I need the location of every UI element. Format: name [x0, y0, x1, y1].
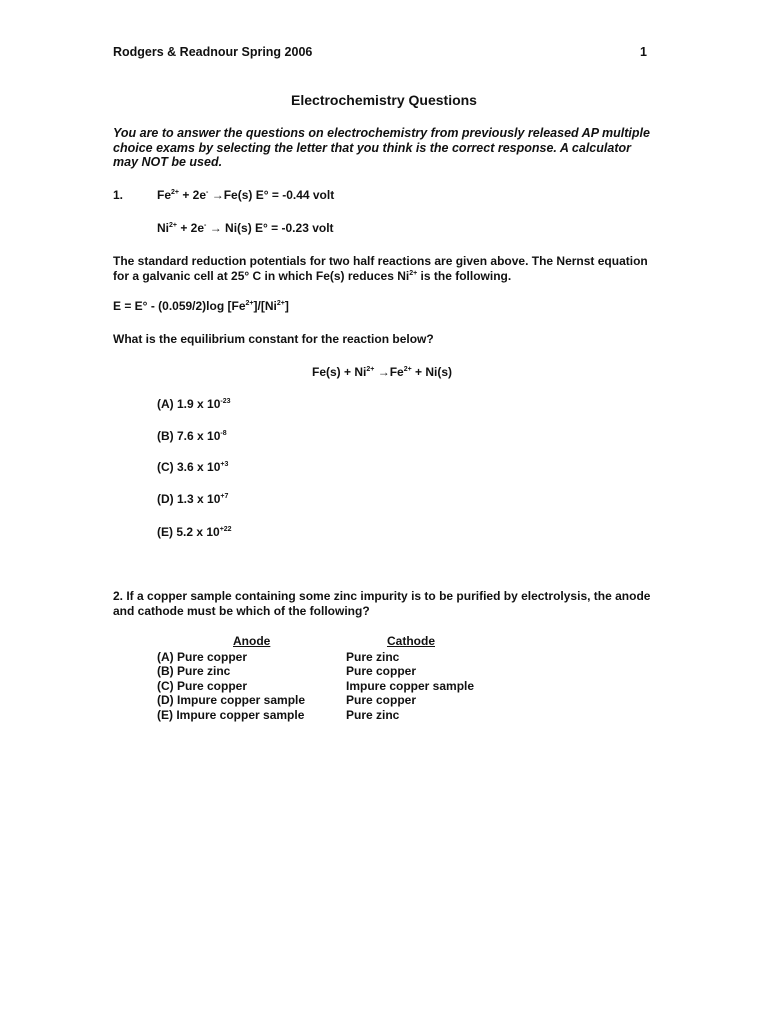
page-title: Electrochemistry Questions	[291, 92, 477, 108]
header-page-number: 1	[640, 45, 647, 59]
cathode-option-a: Pure zinc	[346, 650, 400, 664]
choice-c: (C) 3.6 x $10^{+3}$	[157, 460, 229, 474]
cathode-option-c: Impure copper sample	[346, 679, 475, 693]
header-course: Rodgers & Readnour Spring 2006	[113, 45, 313, 59]
anode-option-d: (D) Impure copper sample	[157, 693, 306, 707]
nernst-description: The standard reduction potentials for two half reactions are given above. The Nernst equation for a galvanic cell at 25° C in which Fe(s) reduces $Ni^{2+}$ is the following.	[113, 254, 648, 283]
question-1-prompt: What is the equilibrium constant for the reaction below?	[113, 332, 434, 346]
choice-a: (A) 1.9 x $10^{-23}$	[157, 397, 231, 411]
overall-reaction: $Fe(s) + Ni^{2+} \to Fe^{2+} + Ni(s)$	[312, 365, 453, 379]
anode-option-a: (A) Pure copper	[157, 650, 248, 664]
question-1-number: 1.	[113, 188, 124, 202]
choice-b: (B) 7.6 x $10^{-8}$	[157, 429, 227, 443]
nernst-equation: E = E° - (0.059/2)log $[Fe^{2+}]/[Ni^{2+}]$	[113, 299, 289, 313]
cathode-option-d: Pure copper	[346, 693, 417, 707]
column-header-cathode: Cathode	[387, 634, 435, 648]
column-header-anode: Anode	[233, 634, 271, 648]
intro-paragraph: You are to answer the questions on electrochemistry from previously released AP multiple choice exams by selecting the letter that you think is the correct response. A calculator may NOT be used.	[113, 126, 650, 169]
anode-option-c: (C) Pure copper	[157, 679, 248, 693]
choice-e: (E) 5.2 x $10^{+22}$	[157, 525, 232, 539]
anode-option-e: (E) Impure copper sample	[157, 708, 305, 722]
cathode-option-e: Pure zinc	[346, 708, 400, 722]
anode-option-b: (B) Pure zinc	[157, 664, 231, 678]
half-reaction-fe: $Fe^{2+} + 2e^- \to Fe(s) E^\circ = -0.44$ volt	[157, 188, 335, 202]
choice-d: (D) 1.3 x $10^{+7}$	[157, 492, 229, 506]
half-reaction-ni: $Ni^{2+} + 2e^- \to Ni(s) E^\circ = -0.23$ volt	[157, 221, 334, 235]
cathode-option-b: Pure copper	[346, 664, 417, 678]
question-2-text: 2. If a copper sample containing some zinc impurity is to be purified by electrolysis, the anode and cathode must be which of the following?	[113, 589, 651, 618]
